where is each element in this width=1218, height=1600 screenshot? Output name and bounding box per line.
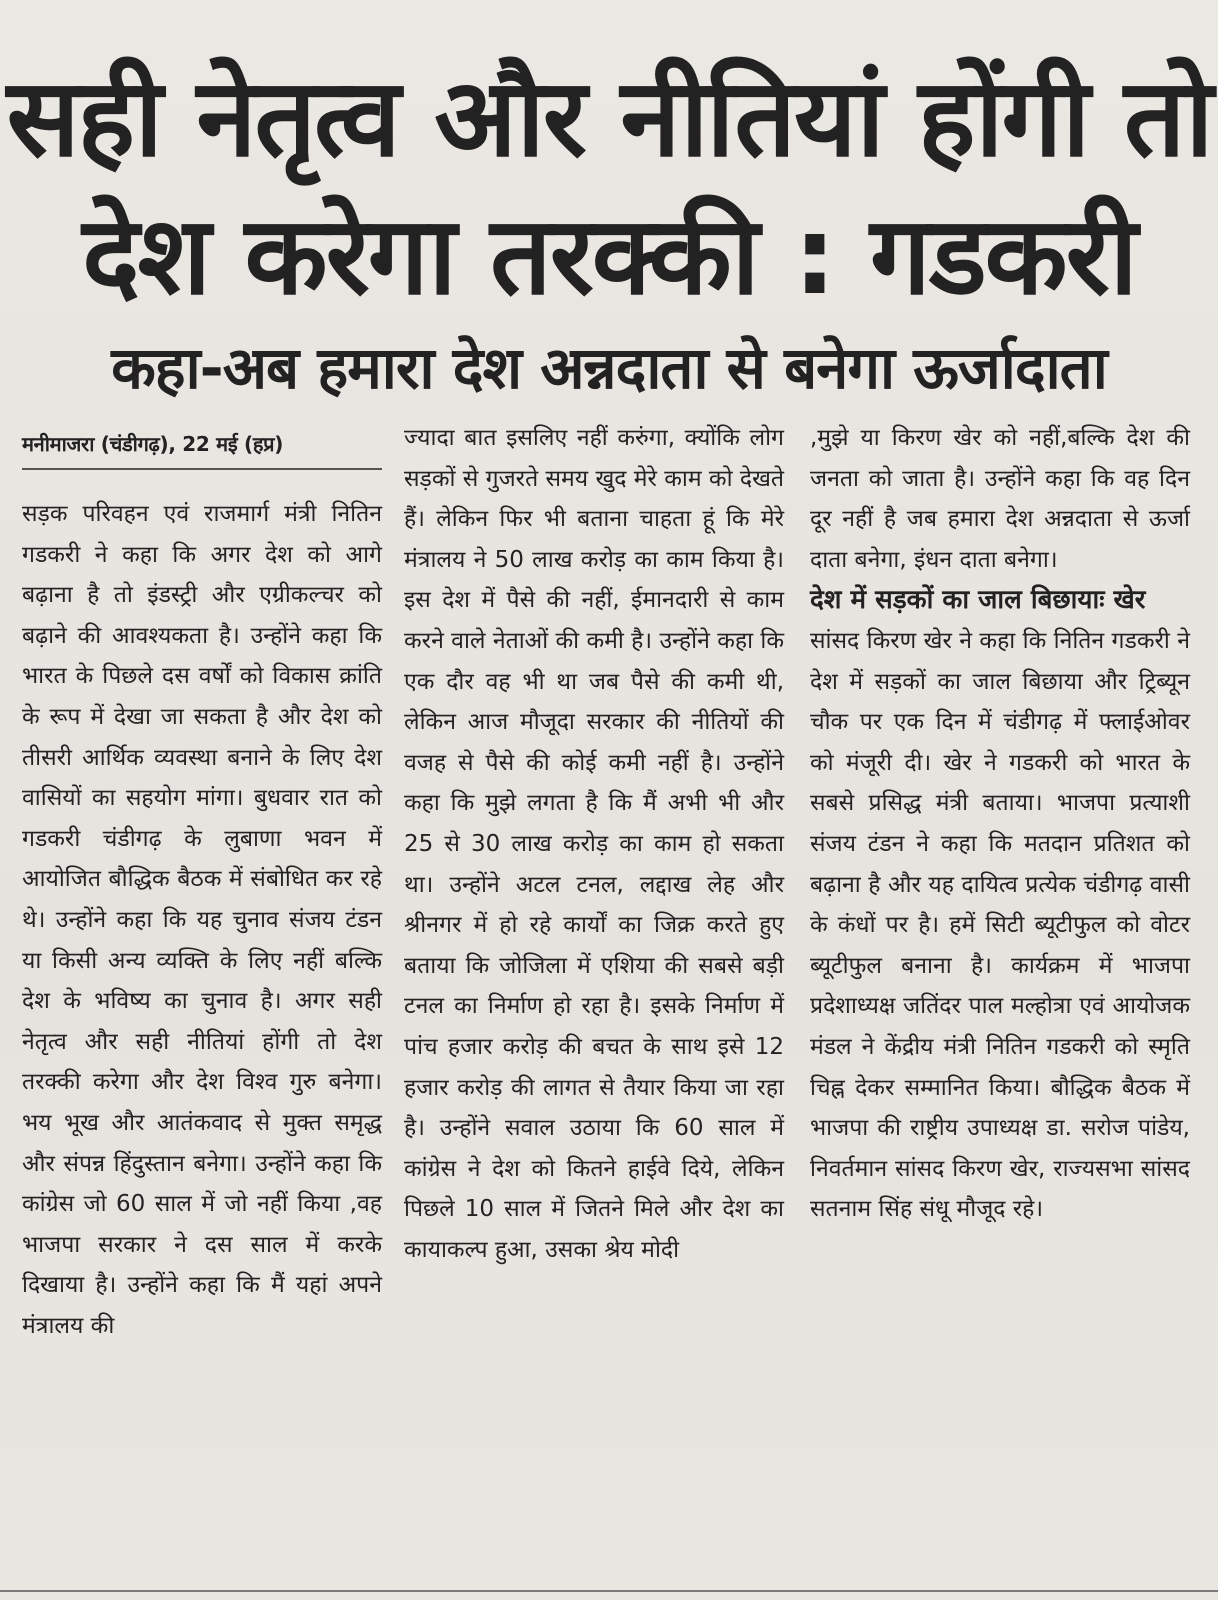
article-column-1 (22, 424, 382, 1346)
column-2-text: ज्यादा बात इसलिए नहीं करुंगा, क्योंकि लोग सड़कों से गुजरते समय खुद मेरे काम को देखते हैं। लेकिन फिर भी बताना चाहता हूं कि मेरे मंत्रालय ने 50 लाख करोड़ का काम किया है। इस देश में पैसे की नहीं, ईमानदारी से काम करने वाले नेताओं की कमी है। उन्होंने कहा कि एक दौर वह भी था जब पैसे की कमी थी, लेकिन आज मौजूदा सरकार की नीतियों की वजह से पैसे की कोई कमी नहीं है। उन्होंने कहा कि मुझे लगता है कि मैं अभी भी और 25 से 30 लाख करोड़ का काम हो सकता था। उन्होंने अटल टनल, लद्दाख लेह और श्रीनगर में हो रहे कार्यों का जिक्र करते हुए बताया कि जोजिला में एशिया की सबसे बड़ी टनल का निर्माण हो रहा है। इसके निर्माण में पांच हजार करोड़ की बचत के साथ इसे 12 हजार करोड़ की लागत से तैयार किया जा रहा है। उन्होंने सवाल उठाया कि 60 साल में कांग्रेस ने देश को कितने हाईवे दिये, लेकिन पिछले 10 साल में जितने मिले और देश का कायाकल्प हुआ, उसका श्रेय मोदी (404, 425, 785, 1263)
article-column-2 (404, 418, 784, 1270)
column-3-text-body: सांसद किरण खेर ने कहा कि नितिन गडकरी ने देश में सड़कों का जाल बिछाया और ट्रिब्यून चौक पर एक दिन में चंडीगढ़ में फ्लाईओवर को मंजूरी दी। खेर ने गडकरी को भारत के सबसे प्रसिद्ध मंत्री बताया। भाजपा प्रत्याशी संजय टंडन ने कहा कि मतदान प्रतिशत को बढ़ाना है और यह दायित्व प्रत्येक चंडीगढ़ वासी के कंधों पर है। हमें सिटी ब्यूटीफुल को वोटर ब्यूटीफुल बनाना है। कार्यक्रम में भाजपा प्रदेशाध्यक्ष जतिंदर पाल मल्होत्रा एवं आयोजक मंडल ने केंद्रीय मंत्री नितिन गडकरी को स्मृति चिह्न देकर सम्मानित किया। बौद्धिक बैठक में भाजपा की राष्ट्रीय उपाध्यक्ष डा. सरोज पांडेय, निवर्तमान सांसद किरण खेर, राज्यसभा सांसद सतनाम सिंह संधू मौजूद रहे। (810, 627, 1190, 1223)
dateline: मनीमाजरा (चंडीगढ़), 22 मई (हप्र) (22, 424, 382, 470)
column-3-text-intro: ,मुझे या किरण खेर को नहीं,बल्कि देश की जनता को जाता है। उन्होंने कहा कि वह दिन दूर नहीं है जब हमारा देश अन्नदाता से ऊर्जा दाता बनेगा, इंधन दाता बनेगा। (810, 425, 1190, 573)
subheadline: कहा-अब हमारा देश अन्नदाता से बनेगा ऊर्जादाता (111, 334, 1107, 402)
headline: सही नेतृत्व और नीतियां होंगी तो देश करेगा तरक्की : गडकरी (6, 56, 1212, 319)
bottom-divider (0, 1590, 1218, 1592)
column-3-subheading: देश में सड़कों का जाल बिछायाः खेर (810, 585, 1146, 616)
article-column-3 (810, 418, 1190, 1230)
column-1-text: सड़क परिवहन एवं राजमार्ग मंत्री नितिन गडकरी ने कहा कि अगर देश को आगे बढ़ाना है तो इंडस्ट्री और एग्रीकल्चर को बढ़ाने की आवश्यकता है। उन्होंने कहा कि भारत के पिछले दस वर्षों को विकास क्रांति के रूप में देखा जा सकता है और देश को तीसरी आर्थिक व्यवस्था बनाने के लिए देश वासियों का सहयोग मांगा। बुधवार रात को गडकरी चंडीगढ़ के लुबाणा भवन में आयोजित बौद्धिक बैठक में संबोधित कर रहे थे। उन्होंने कहा कि यह चुनाव संजय टंडन या किसी अन्य व्यक्ति के लिए नहीं बल्कि देश के भविष्य का चुनाव है। अगर सही नेतृत्व और सही नीतियां होंगी तो देश तरक्की करेगा और देश विश्व गुरु बनेगा। भय भूख और आतंकवाद से मुक्त समृद्ध और संपन्न हिंदुस्तान बनेगा। उन्होंने कहा कि कांग्रेस जो 60 साल में जो नहीं किया ,वह भाजपा सरकार ने दस साल में करके दिखाया है। उन्होंने कहा कि मैं यहां अपने मंत्रालय की (22, 501, 382, 1339)
